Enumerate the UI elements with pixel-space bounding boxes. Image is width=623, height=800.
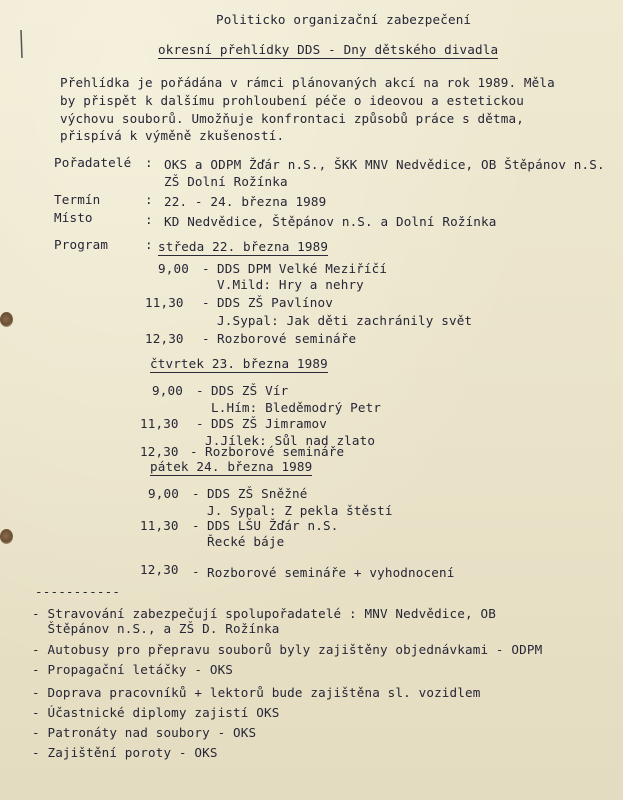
event-play: L.Hím: Bleděmodrý Petr — [211, 400, 382, 415]
program-label: Program — [54, 237, 109, 252]
punch-hole-top — [0, 312, 13, 327]
note-item-continued: Štěpánov n.S., a ZŠ D. Rožínka — [32, 621, 280, 636]
misto-label: Místo — [54, 210, 93, 225]
event-group: DDS ZŠ Jimramov — [211, 416, 327, 431]
poradatele-value-1: OKS a ODPM Žďár n.S., ŠKK MNV Nedvědice, OB Štěpánov n.S. — [164, 157, 605, 172]
note-item: - Autobusy pro přepravu souborů byly zajištěny objednávkami - ODPM — [32, 642, 543, 657]
event-group: DDS ZŠ Sněžné — [207, 486, 308, 501]
document-title: Politicko organizační zabezpečení — [216, 12, 472, 27]
event-dash: - — [192, 564, 200, 579]
poradatele-separator: : — [145, 155, 153, 170]
event-dash: - — [196, 416, 204, 431]
event-group: DDS LŠU Žďár n.S. — [207, 518, 339, 533]
termin-label: Termín — [54, 192, 101, 207]
poradatele-value-2: ZŠ Dolní Rožínka — [164, 174, 288, 189]
event-dash: - — [202, 331, 210, 346]
event-time: 11,30 — [140, 518, 179, 533]
day-heading-3: pátek 24. března 1989 — [150, 459, 313, 474]
punch-hole-bottom — [0, 529, 13, 544]
divider-dashes: ----------- — [35, 584, 121, 599]
poradatele-label: Pořadatelé — [54, 155, 132, 170]
event-group: Rozborové semináře — [205, 444, 345, 459]
event-time: 12,30 — [140, 444, 179, 459]
event-dash: - — [196, 383, 204, 398]
event-play: J. Sypal: Z pekla štěstí — [207, 503, 393, 518]
event-dash: - — [190, 444, 198, 459]
note-item: - Účastnické diplomy zajistí OKS — [32, 705, 280, 720]
event-dash: - — [192, 486, 200, 501]
event-dash: - — [192, 518, 200, 533]
intro-line-4: přispívá k výměně zkušeností. — [60, 128, 285, 143]
event-play: V.Mild: Hry a nehry — [217, 277, 364, 292]
event-play: J.Jílek: Sůl nad zlato — [205, 433, 376, 448]
note-item: - Patronáty nad soubory - OKS — [32, 725, 257, 740]
note-item: - Zajištění poroty - OKS — [32, 745, 218, 760]
misto-value: KD Nedvědice, Štěpánov n.S. a Dolní Rožínka — [164, 214, 497, 229]
misto-separator: : — [145, 212, 153, 227]
event-group: DDS DPM Velké Meziříčí — [217, 261, 388, 276]
event-time: 9,00 — [148, 486, 179, 501]
day-heading-2: čtvrtek 23. března 1989 — [150, 356, 328, 371]
event-play: J.Sypal: Jak děti zachránily svět — [217, 313, 473, 328]
pencil-mark — [20, 30, 23, 58]
event-play: Řecké báje — [207, 534, 285, 549]
note-item: - Doprava pracovníků + lektorů bude zajištěna sl. vozidlem — [32, 685, 481, 700]
document-subtitle: okresní přehlídky DDS - Dny dětského divadla — [158, 42, 499, 57]
event-time: 11,30 — [140, 416, 179, 431]
program-separator: : — [145, 237, 153, 252]
event-time: 9,00 — [158, 261, 189, 276]
event-group: Rozborové semináře + vyhodnocení — [207, 565, 455, 580]
termin-value: 22. - 24. března 1989 — [164, 194, 327, 209]
event-group: Rozborové semináře — [217, 331, 357, 346]
event-dash: - — [202, 261, 210, 276]
event-time: 11,30 — [145, 295, 184, 310]
event-group: DDS ZŠ Pavlínov — [217, 295, 333, 310]
event-dash: - — [202, 295, 210, 310]
event-group: DDS ZŠ Vír — [211, 383, 289, 398]
event-time: 12,30 — [140, 562, 179, 577]
intro-line-1: Přehlídka je pořádána v rámci plánovaných akcí na rok 1989. Měla — [60, 75, 555, 90]
note-item: - Stravování zabezpečují spolupořadatelé : MNV Nedvědice, OB — [32, 606, 496, 621]
event-time: 12,30 — [145, 331, 184, 346]
day-heading-1: středa 22. března 1989 — [158, 239, 329, 254]
intro-line-3: výchovu souborů. Umožňuje konfrontaci způsobů práce s dětma, — [60, 111, 524, 126]
termin-separator: : — [145, 192, 153, 207]
note-item: - Propagační letáčky - OKS — [32, 662, 234, 677]
intro-line-2: by přispět k dalšímu prohloubení péče o ideovou a estetickou — [60, 93, 524, 108]
event-time: 9,00 — [152, 383, 183, 398]
